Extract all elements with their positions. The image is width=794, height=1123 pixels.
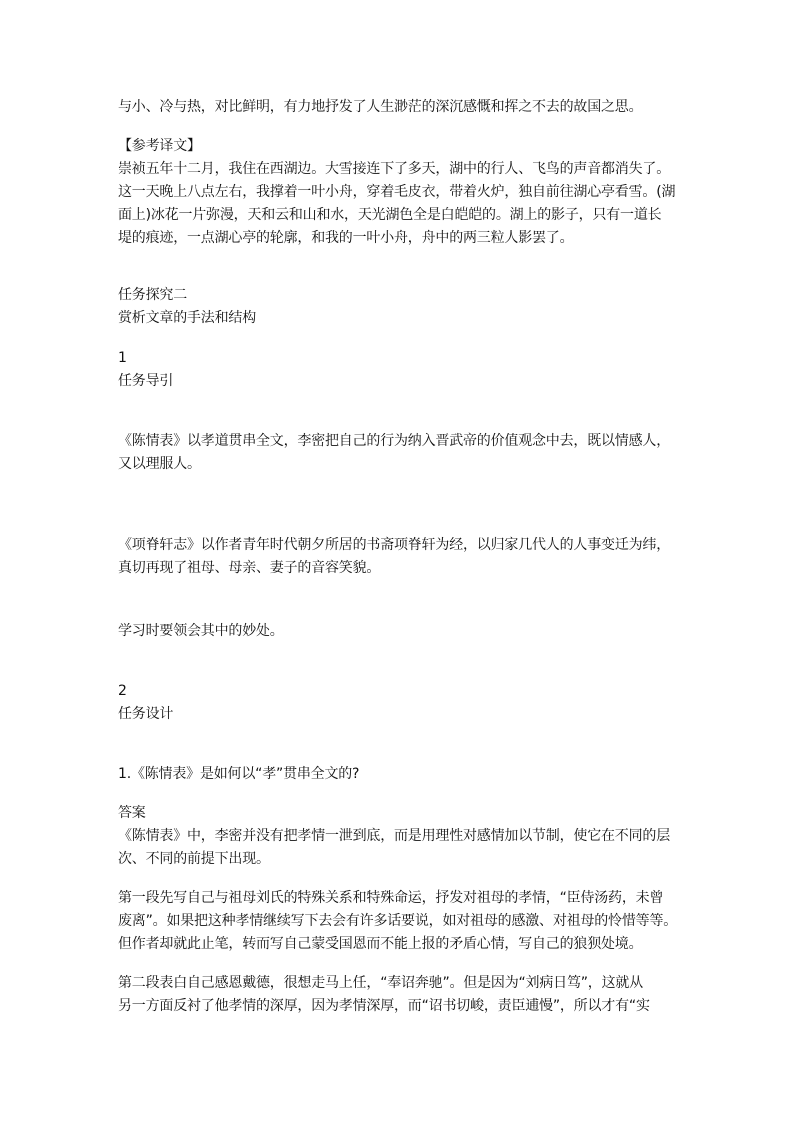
text-line-guide: 学习时要领会其中的妙处。 <box>118 623 284 639</box>
step-number: 2 <box>118 683 127 699</box>
text-line-guide: 《陈情表》以孝道贯串全文，李密把自己的行为纳入晋武帝的价值观念中去，既以情感人， <box>118 433 670 449</box>
text-line-prev-paragraph-end: 与小、冷与热，对比鲜明，有力地抒发了人生渺茫的深沉感慨和挥之不去的故国之思。 <box>118 99 643 115</box>
text-line-answer: 废离”。如果把这种孝情继续写下去会有许多话要说，如对祖母的感激、对祖母的怜惜等等。 <box>118 913 678 929</box>
task-section-title: 任务探究二 <box>118 287 187 303</box>
text-line-guide: 又以理服人。 <box>118 456 201 472</box>
text-line-answer: 第二段表白自己感恩戴德，很想走马上任，“奉诏奔驰”。但是因为“刘病日笃”，这就从 <box>118 975 644 991</box>
text-line-answer: 《陈情表》中，李密并没有把孝情一泄到底，而是用理性对感情加以节制，使它在不同的层 <box>118 828 670 844</box>
step-heading: 任务设计 <box>118 706 174 722</box>
question-text: 1.《陈情表》是如何以“孝”贯串全文的? <box>118 766 360 782</box>
text-line-translation: 崇祯五年十二月，我住在西湖边。大雪接连下了多天，湖中的行人、飞鸟的声音都消失了。 <box>118 161 670 177</box>
text-line-answer: 但作者却就此止笔，转而写自己蒙受国恩而不能上报的矛盾心情，写自己的狼狈处境。 <box>118 936 643 952</box>
text-line-answer: 第一段先写自己与祖母刘氏的特殊关系和特殊命运，抒发对祖母的孝情，“臣侍汤药，未曾 <box>118 890 664 906</box>
step-heading: 任务导引 <box>118 373 174 389</box>
step-number: 1 <box>118 350 127 366</box>
text-line-translation: 面上)冰花一片弥漫，天和云和山和水，天光湖色全是白皑皑的。湖上的影子，只有一道长 <box>118 207 662 223</box>
text-line-answer: 另一方面反衬了他孝情的深厚，因为孝情深厚，而“诏书切峻，责臣逋慢”，所以才有“实 <box>118 998 650 1014</box>
task-section-subtitle: 赏析文章的手法和结构 <box>118 310 256 326</box>
text-line-translation: 堤的痕迹，一点湖心亭的轮廓，和我的一叶小舟，舟中的两三粒人影罢了。 <box>118 230 574 246</box>
text-line-guide: 《项脊轩志》以作者青年时代朝夕所居的书斋项脊轩为经，以归家几代人的人事变迁为纬， <box>118 537 670 553</box>
answer-label: 答案 <box>118 805 146 821</box>
text-line-answer: 次、不同的前提下出现。 <box>118 851 270 867</box>
reference-translation-heading: 【参考译文】 <box>118 138 201 154</box>
text-line-guide: 真切再现了祖母、母亲、妻子的音容笑貌。 <box>118 560 381 576</box>
text-line-translation: 这一天晚上八点左右，我撑着一叶小舟，穿着毛皮衣，带着火炉，独自前往湖心亭看雪。(湖 <box>118 184 676 200</box>
